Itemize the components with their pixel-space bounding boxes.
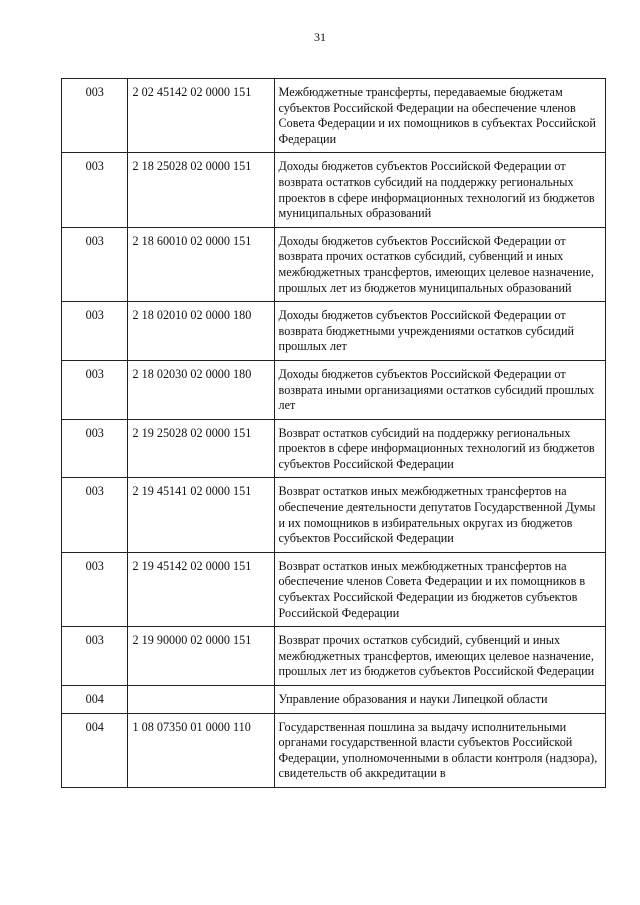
admin-code-cell: 003 bbox=[62, 552, 128, 626]
revenue-name-cell: Доходы бюджетов субъектов Российской Федерации от возврата остатков субсидий на поддержку региональных проектов в сфере информационных технологий из бюджетов муниципальных образований bbox=[274, 153, 605, 227]
table-row bbox=[62, 227, 606, 301]
revenue-name-cell: Возврат остатков иных межбюджетных трансфертов на обеспечение деятельности депутатов Государственной Думы и их помощников в избирательных округах из бюджетов субъектов Российской Федерации bbox=[274, 478, 605, 552]
admin-code-cell: 004 bbox=[62, 686, 128, 714]
revenue-name-cell: Доходы бюджетов субъектов Российской Федерации от возврата бюджетными учреждениями остатков субсидий прошлых лет bbox=[274, 302, 605, 361]
revenue-name-cell: Возврат прочих остатков субсидий, субвенций и иных межбюджетных трансфертов, имеющих целевое назначение, прошлых лет из бюджетов субъектов Российской Федерации bbox=[274, 627, 605, 686]
budget-classification-table bbox=[61, 78, 606, 788]
revenue-code-cell: 2 19 25028 02 0000 151 bbox=[128, 419, 274, 478]
revenue-name-cell: Возврат остатков субсидий на поддержку региональных проектов в сфере информационных технологий из бюджетов субъектов Российской Федерации bbox=[274, 419, 605, 478]
admin-code-cell: 003 bbox=[62, 79, 128, 153]
admin-code-cell: 003 bbox=[62, 227, 128, 301]
admin-code-cell: 003 bbox=[62, 153, 128, 227]
revenue-code-cell: 2 18 60010 02 0000 151 bbox=[128, 227, 274, 301]
table-row bbox=[62, 360, 606, 419]
revenue-code-cell: 2 19 45141 02 0000 151 bbox=[128, 478, 274, 552]
revenue-code-cell: 2 18 25028 02 0000 151 bbox=[128, 153, 274, 227]
table-row bbox=[62, 686, 606, 714]
table-row bbox=[62, 713, 606, 787]
admin-code-cell: 003 bbox=[62, 419, 128, 478]
revenue-name-cell: Межбюджетные трансферты, передаваемые бюджетам субъектов Российской Федерации на обеспечение членов Совета Федерации и их помощников в субъектах Российской Федерации bbox=[274, 79, 605, 153]
revenue-name-cell: Доходы бюджетов субъектов Российской Федерации от возврата иными организациями остатков субсидий прошлых лет bbox=[274, 360, 605, 419]
table-row bbox=[62, 627, 606, 686]
table-row bbox=[62, 478, 606, 552]
revenue-name-cell: Возврат остатков иных межбюджетных трансфертов на обеспечение членов Совета Федерации и их помощников в субъектах Российской Федерации из бюджетов субъектов Российской Федерации bbox=[274, 552, 605, 626]
admin-code-cell: 003 bbox=[62, 360, 128, 419]
revenue-code-cell: 2 19 45142 02 0000 151 bbox=[128, 552, 274, 626]
table-row bbox=[62, 153, 606, 227]
table-row bbox=[62, 302, 606, 361]
revenue-code-cell: 2 18 02010 02 0000 180 bbox=[128, 302, 274, 361]
revenue-code-cell: 2 18 02030 02 0000 180 bbox=[128, 360, 274, 419]
revenue-code-cell: 2 02 45142 02 0000 151 bbox=[128, 79, 274, 153]
revenue-code-cell: 1 08 07350 01 0000 110 bbox=[128, 713, 274, 787]
admin-code-cell: 003 bbox=[62, 302, 128, 361]
revenue-name-cell: Государственная пошлина за выдачу исполнительными органами государственной власти субъектов Российской Федерации, уполномоченными в области контроля (надзора), свидетельств об аккредитации в bbox=[274, 713, 605, 787]
revenue-name-cell: Доходы бюджетов субъектов Российской Федерации от возврата прочих остатков субсидий, субвенций и иных межбюджетных трансфертов, имеющих целевое назначение, прошлых лет из бюджетов муниципальных образований bbox=[274, 227, 605, 301]
admin-code-cell: 003 bbox=[62, 627, 128, 686]
revenue-code-cell: 2 19 90000 02 0000 151 bbox=[128, 627, 274, 686]
admin-code-cell: 004 bbox=[62, 713, 128, 787]
page-number: 31 bbox=[314, 30, 326, 44]
revenue-name-cell: Управление образования и науки Липецкой области bbox=[274, 686, 605, 714]
table-row bbox=[62, 79, 606, 153]
table-row bbox=[62, 419, 606, 478]
table-row bbox=[62, 552, 606, 626]
admin-code-cell: 003 bbox=[62, 478, 128, 552]
revenue-code-cell bbox=[128, 686, 274, 714]
